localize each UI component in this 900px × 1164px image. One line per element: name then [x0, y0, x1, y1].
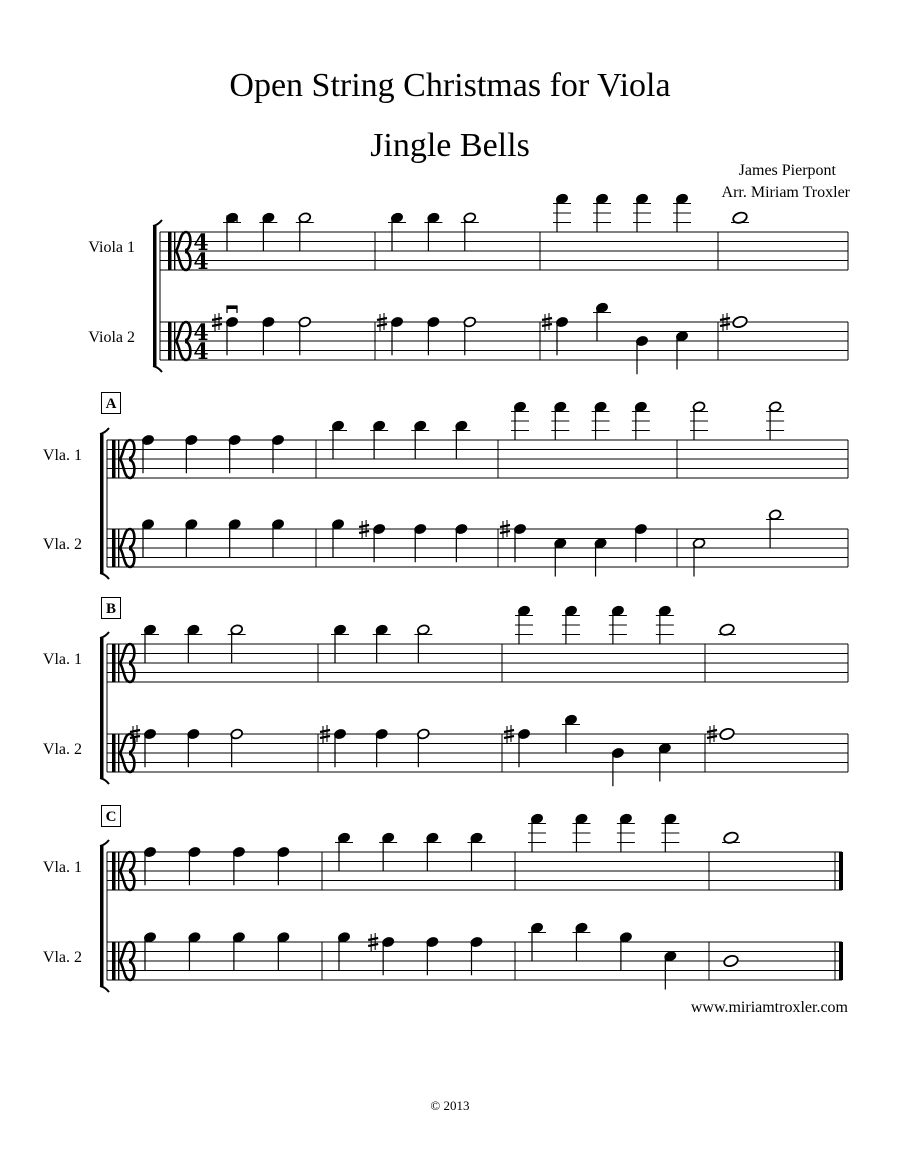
part-label-viola-1: Viola 1 — [88, 239, 135, 256]
sharp-accidental — [720, 324, 730, 326]
alto-clef — [118, 942, 119, 980]
system-bracket — [100, 573, 109, 579]
alto-clef — [112, 440, 116, 478]
sharp-accidental — [707, 736, 717, 738]
down-bow-mark — [227, 306, 237, 309]
note-head — [719, 727, 735, 741]
part-label-vla-1: Vla. 1 — [42, 447, 82, 464]
system-bracket — [153, 220, 162, 226]
sharp-accidental — [320, 730, 330, 732]
alto-clef — [174, 232, 175, 270]
system-bracket — [100, 986, 109, 992]
down-bow-mark — [227, 216, 237, 219]
sharp-accidental — [130, 730, 140, 732]
part-label-vla-1: Vla. 1 — [42, 651, 82, 668]
final-barline — [839, 852, 843, 890]
sharp-accidental — [504, 736, 514, 738]
system-bracket — [100, 778, 109, 784]
alto-clef — [118, 734, 119, 772]
sharp-accidental — [500, 525, 510, 527]
system-bracket — [153, 226, 157, 366]
system-bracket — [100, 632, 109, 638]
sharp-accidental — [359, 531, 369, 533]
system-bracket — [100, 434, 104, 573]
part-label-vla-2: Vla. 2 — [42, 949, 82, 966]
note-head — [723, 954, 739, 968]
alto-clef — [118, 440, 119, 478]
system-bracket — [100, 846, 104, 986]
sharp-accidental — [377, 318, 387, 320]
system-bracket — [100, 638, 104, 778]
alto-clef — [168, 232, 172, 270]
composer-credit: James Pierpont — [738, 162, 836, 179]
part-label-vla-1: Vla. 1 — [42, 859, 82, 876]
sharp-accidental — [707, 730, 717, 732]
alto-clef — [112, 852, 116, 890]
alto-clef — [118, 644, 119, 682]
alto-clef — [112, 942, 116, 980]
part-label-vla-2: Vla. 2 — [42, 741, 82, 758]
sharp-accidental — [212, 324, 222, 326]
part-label-viola-2: Viola 2 — [88, 329, 135, 346]
rehearsal-mark-c: C — [101, 805, 121, 827]
sharp-accidental — [504, 730, 514, 732]
rehearsal-mark-a: A — [101, 392, 121, 414]
alto-clef — [112, 644, 116, 682]
sharp-accidental — [368, 938, 378, 940]
arranger-credit: Arr. Miriam Troxler — [721, 184, 850, 201]
alto-clef — [118, 529, 119, 567]
sharp-accidental — [720, 318, 730, 320]
sharp-accidental — [359, 525, 369, 527]
alto-clef — [168, 322, 172, 360]
note-head — [732, 315, 748, 329]
sharp-accidental — [542, 318, 552, 320]
part-label-vla-2: Vla. 2 — [42, 536, 82, 553]
rehearsal-mark-b: B — [101, 597, 121, 619]
alto-clef — [112, 734, 116, 772]
sharp-accidental — [130, 736, 140, 738]
system-bracket — [100, 428, 109, 434]
time-signature-bottom: 4 — [193, 249, 209, 275]
sharp-accidental — [377, 324, 387, 326]
score-title: Open String Christmas for Viola — [229, 67, 671, 104]
website-link[interactable]: www.miriamtroxler.com — [690, 999, 848, 1016]
sharp-accidental — [320, 736, 330, 738]
sharp-accidental — [212, 318, 222, 320]
time-signature-bottom: 4 — [193, 339, 209, 365]
time-signature-top: 4 — [193, 320, 209, 346]
system-bracket — [100, 840, 109, 846]
copyright-notice: © 2013 — [430, 1098, 470, 1113]
score-subtitle: Jingle Bells — [370, 127, 530, 164]
final-barline — [839, 942, 843, 980]
sharp-accidental — [500, 531, 510, 533]
alto-clef — [174, 322, 175, 360]
alto-clef — [118, 852, 119, 890]
time-signature-top: 4 — [193, 230, 209, 256]
system-bracket — [153, 366, 162, 372]
alto-clef — [112, 529, 116, 567]
sharp-accidental — [542, 324, 552, 326]
sharp-accidental — [368, 944, 378, 946]
